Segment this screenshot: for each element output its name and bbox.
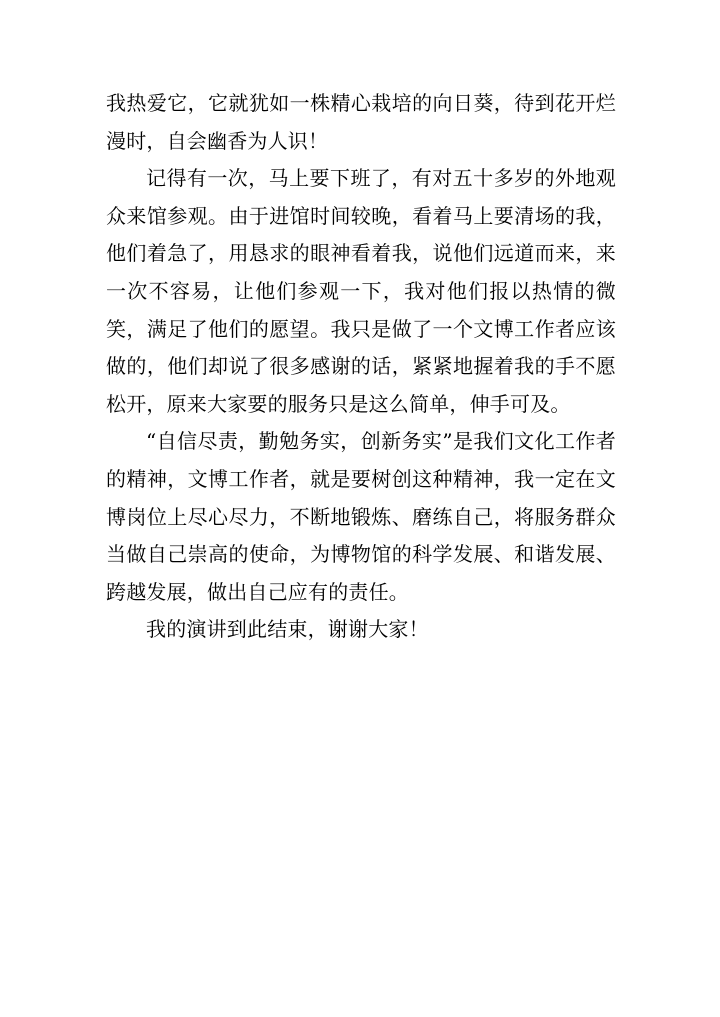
paragraph-speech-ending: 我的演讲到此结束，谢谢大家！	[146, 617, 429, 642]
paragraph-spirit-quote: “自信尽责，勤勉务实，创新务实”是我们文化工作者的精神，文博工作者，就是要树创这种精神，我一定在文博岗位上尽心尽力，不断地锻炼、磨练自己，将服务群众当做自己崇高的使命，为博物馆的科学发展、和谐发展、跨越发展，做出自己应有的责任。	[106, 429, 616, 604]
paragraph-visitor-anecdote: 记得有一次，马上要下班了，有对五十多岁的外地观众来馆参观。由于进馆时间较晚，看着马上要清场的我，他们着急了，用恳求的眼神看着我，说他们远道而来，来一次不容易，让他们参观一下，我对他们报以热情的微笑，满足了他们的愿望。我只是做了一个文博工作者应该做的，他们却说了很多感谢的话，紧紧地握着我的手不愿松开，原来大家要的服务只是这么简单，伸手可及。	[106, 166, 616, 416]
paragraph-sunflower-closing: 我热爱它，它就犹如一株精心栽培的向日葵，待到花开烂漫时，自会幽香为人识！	[106, 91, 616, 153]
